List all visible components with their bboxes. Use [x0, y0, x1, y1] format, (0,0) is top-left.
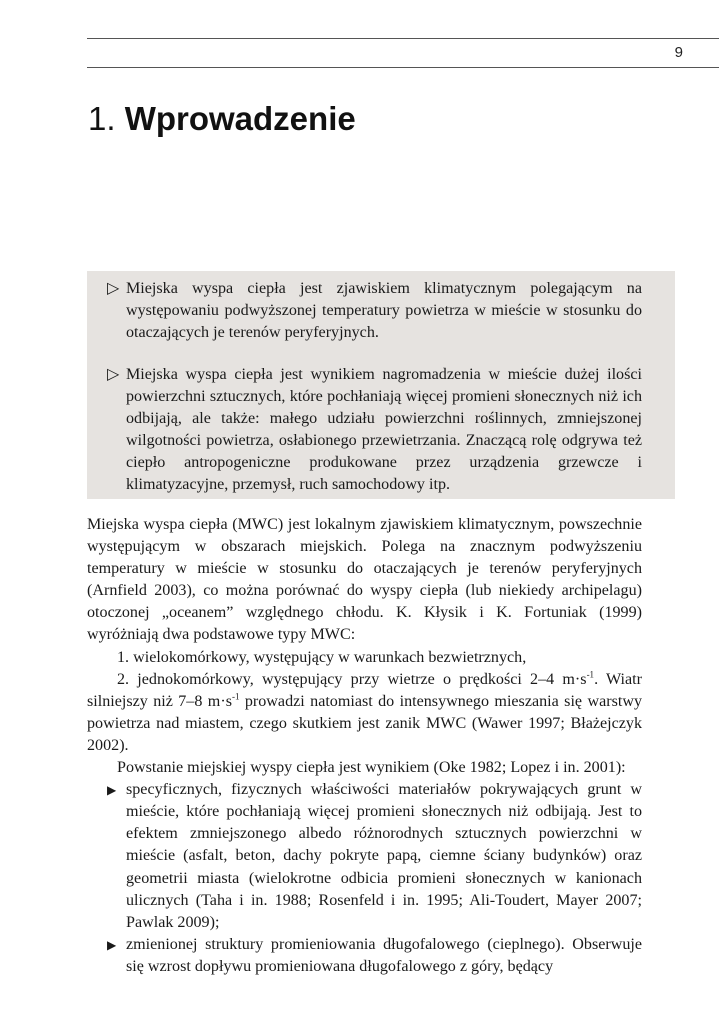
- triangle-bullet-icon: ▷: [107, 366, 120, 383]
- superscript: -1: [586, 669, 595, 680]
- filled-triangle-bullet-icon: ▶: [107, 783, 117, 798]
- header-rule-bottom: [87, 67, 719, 68]
- cause-item: [87, 934, 642, 978]
- causes-intro: Powstanie miejskiej wyspy ciepła jest wynikiem (Oke 1982; Lopez i in. 2001):: [117, 759, 626, 777]
- superscript: -1: [231, 691, 240, 702]
- summary-item-text: Miejska wyspa ciepła jest wynikiem nagromadzenia w mieście dużej ilości powierzchni sztucznych, które pochłaniają więcej promieni słonecznych niż ich odbijają, ale także: małego udziału powierzchni roślinnych, zmniejszonej wilgotności powietrza, osłabionego przewietrzania. Znaczącą rolę odgrywa też ciepło antropogeniczne produkowane przez urządzenia grzewcze i klimatyzacyjne, przemysł, ruch samochodowy itp.: [126, 366, 642, 493]
- header-rule-top: [87, 38, 719, 39]
- cause-text: specyficznych, fizycznych właściwości materiałów pokrywających grunt w mieście, które pochłaniają więcej promieni słonecznych niż odbijają. Jest to efektem zmniejszonego albedo różnorodnych sztucznych powierzchni w mieście (asfalt, beton, dachy pokryte papą, ciemne ściany budynków) oraz geometrii miasta (wielokrotne odbicia promieni słonecznych w kanionach ulicznych (Taha i in. 1988; Rosenfeld i in. 1995; Ali-Toudert, Mayer 2007; Pawlak 2009);: [126, 781, 642, 931]
- cause-item: [87, 779, 642, 934]
- summary-item: [107, 364, 642, 496]
- chapter-number: 1.: [88, 100, 116, 137]
- summary-item-text: Miejska wyspa ciepła jest zjawiskiem klimatycznym polegającym na występowaniu podwyższonej temperatury powietrza w mieście w stosunku do otaczających je terenów peryferyjnych.: [126, 280, 642, 341]
- type-2-item: [87, 669, 642, 757]
- type-2-text-b: . Wiatr silniejszy niż 7–8 m·s: [87, 670, 642, 710]
- type-2-text-a: 2. jednokomórkowy, występujący przy wietrze o prędkości 2–4 m·s: [117, 670, 587, 688]
- chapter-title: [88, 100, 356, 138]
- cause-text: zmienionej struktury promieniowania długofalowego (cieplnego). Obserwuje się wzrost dopływu promieniowana długofalowego z góry, będący: [126, 935, 642, 975]
- chapter-title-text: Wprowadzenie: [124, 100, 356, 137]
- type-1-item: 1. wielokomórkowy, występujący w warunkach bezwietrznych,: [117, 648, 527, 666]
- page-number: 9: [674, 44, 683, 61]
- filled-triangle-bullet-icon: ▶: [107, 937, 117, 952]
- triangle-bullet-icon: ▷: [107, 280, 120, 297]
- intro-paragraph: Miejska wyspa ciepła (MWC) jest lokalnym zjawiskiem klimatycznym, powszechnie występującym w obszarach miejskich. Polega na znacznym podwyższeniu temperatury w mieście w stosunku do otaczających je terenów peryferyjnych (Arnfield 2003), co można porównać do wyspy ciepła (lub niekiedy archipelagu) otoczonej „oceanem” względnego chłodu. K. Kłysik i K. Fortuniak (1999) wyróżniają dwa podstawowe typy MWC:: [87, 516, 642, 644]
- summary-item: [107, 278, 642, 344]
- summary-box: [87, 271, 675, 499]
- type-2-text-c: prowadzi natomiast do intensywnego mieszania się warstwy powietrza nad miastem, czego skutkiem jest zanik MWC (Wawer 1997; Błażejczyk 2002).: [87, 692, 642, 754]
- causes-list: [87, 779, 642, 978]
- body-text: [87, 514, 642, 978]
